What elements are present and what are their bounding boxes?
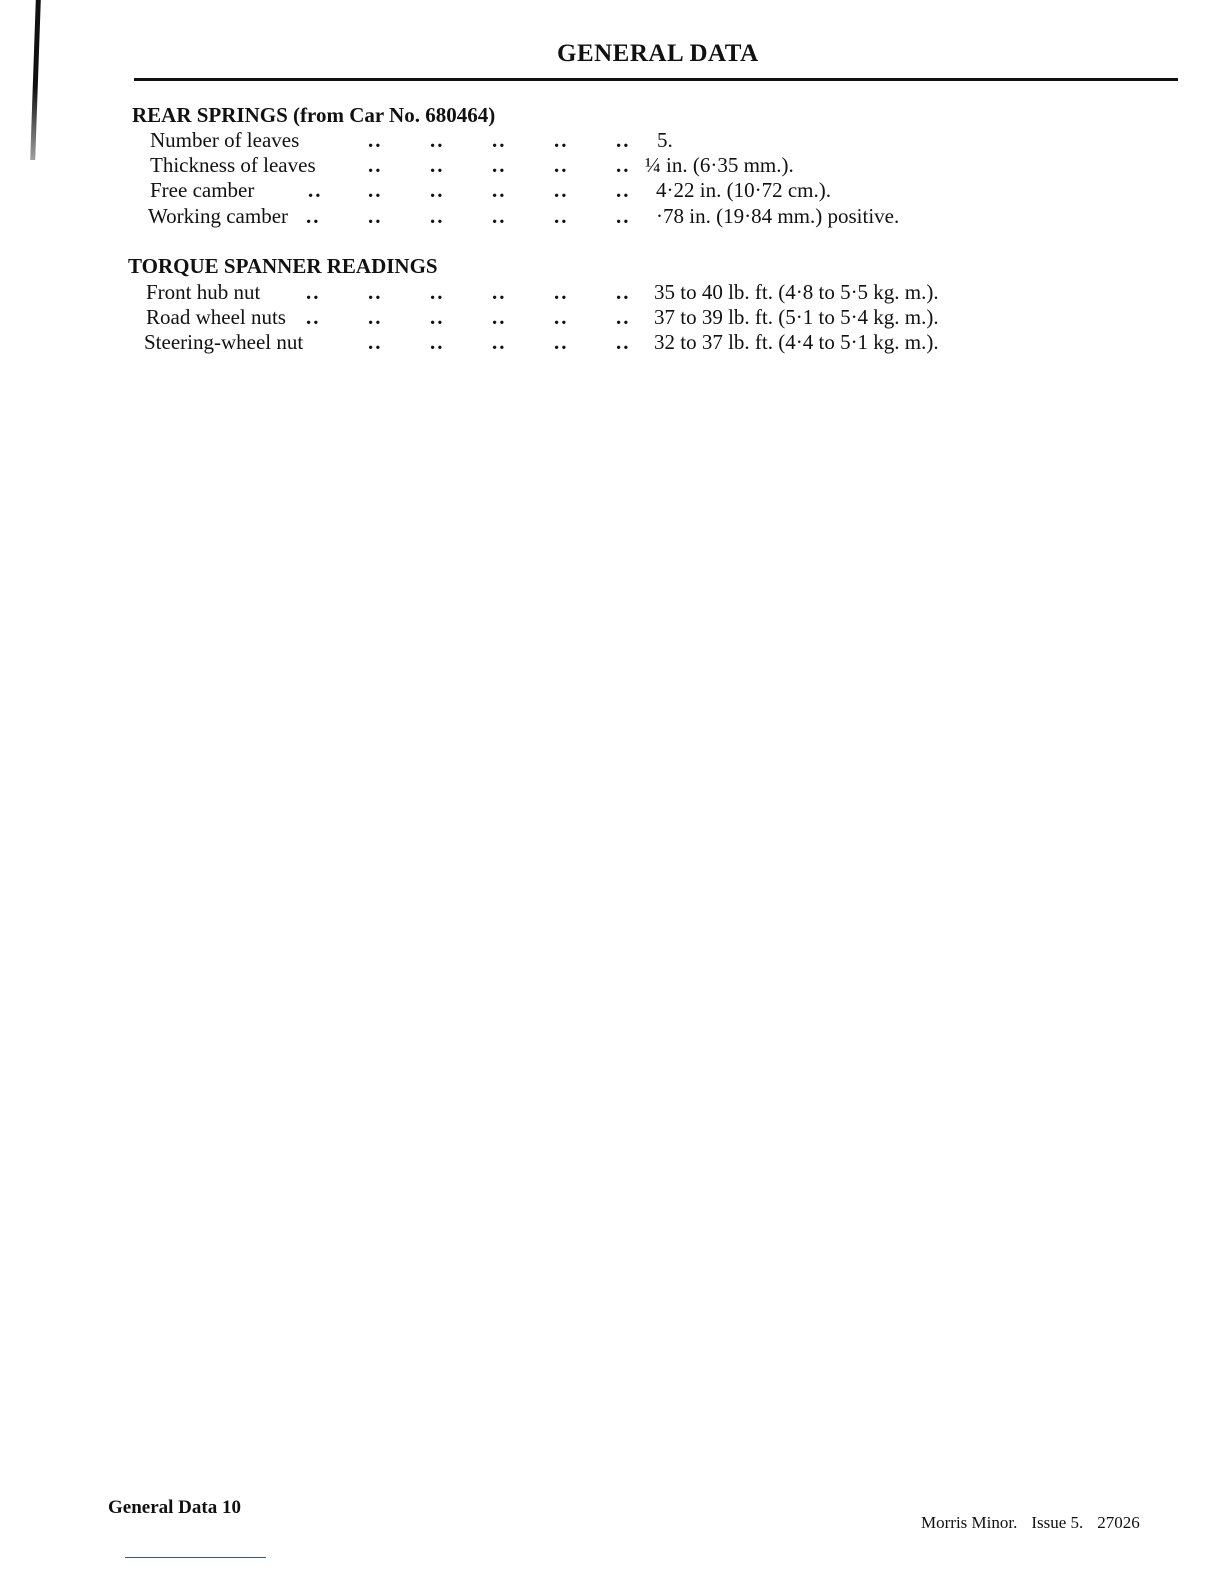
spec-label: Working camber	[148, 204, 289, 228]
leader-dots: ..	[368, 280, 383, 304]
title-rule	[134, 78, 1178, 81]
leader-dots: ..	[616, 128, 631, 152]
leader-dots: ..	[430, 153, 445, 177]
leader-dots: ..	[492, 204, 507, 228]
leader-dots: ..	[492, 280, 507, 304]
leader-dots: ..	[554, 204, 569, 228]
spec-label: Steering-wheel nut	[144, 330, 304, 354]
page-title: GENERAL DATA	[557, 40, 759, 67]
leader-dots: ..	[492, 330, 507, 354]
spec-value: 32 to 37 lb. ft. (4·4 to 5·1 kg. m.).	[654, 330, 939, 354]
leader-dots: ..	[430, 280, 445, 304]
leader-dots: ..	[430, 178, 445, 202]
leader-dots: ..	[306, 280, 321, 304]
footer-publication-info	[921, 1513, 1140, 1533]
section-heading-torque-spanner-readings: TORQUE SPANNER READINGS	[128, 254, 438, 278]
section-heading-rear-springs: REAR SPRINGS (from Car No. 680464)	[132, 103, 496, 127]
leader-dots: ..	[554, 128, 569, 152]
leader-dots: ..	[368, 153, 383, 177]
leader-dots: ..	[554, 305, 569, 329]
footer-code: 27026	[1097, 1513, 1140, 1532]
leader-dots: ..	[492, 305, 507, 329]
leader-dots: ..	[368, 128, 383, 152]
spec-value: ·78 in. (19·84 mm.) positive.	[656, 204, 900, 228]
spec-label: Front hub nut	[146, 280, 261, 304]
leader-dots: ..	[306, 305, 321, 329]
leader-dots: ..	[492, 153, 507, 177]
footer-page-label: General Data 10	[108, 1497, 241, 1518]
leader-dots: ..	[430, 204, 445, 228]
leader-dots: ..	[616, 280, 631, 304]
leader-dots: ..	[430, 305, 445, 329]
spec-value: 4·22 in. (10·72 cm.).	[656, 178, 831, 202]
leader-dots: ..	[368, 178, 383, 202]
leader-dots: ..	[492, 128, 507, 152]
leader-dots: ..	[616, 305, 631, 329]
leader-dots: ..	[430, 330, 445, 354]
leader-dots: ..	[554, 178, 569, 202]
leader-dots: ..	[554, 280, 569, 304]
spec-label: Thickness of leaves	[150, 153, 316, 177]
spec-label: Number of leaves	[150, 128, 300, 152]
binding-edge-mark	[30, 0, 41, 160]
leader-dots: ..	[308, 178, 323, 202]
spec-label: Free camber	[150, 178, 255, 202]
leader-dots: ..	[368, 305, 383, 329]
spec-value: 35 to 40 lb. ft. (4·8 to 5·5 kg. m.).	[654, 280, 939, 304]
spec-label: Road wheel nuts	[146, 305, 286, 329]
footer-model: Morris Minor.	[921, 1513, 1018, 1532]
footer-issue: Issue 5.	[1031, 1513, 1084, 1532]
leader-dots: ..	[306, 204, 321, 228]
leader-dots: ..	[616, 178, 631, 202]
leader-dots: ..	[616, 204, 631, 228]
leader-dots: ..	[368, 204, 383, 228]
spec-value: 5.	[657, 128, 673, 152]
leader-dots: ..	[368, 330, 383, 354]
leader-dots: ..	[430, 128, 445, 152]
leader-dots: ..	[616, 330, 631, 354]
leader-dots: ..	[616, 153, 631, 177]
bottom-rule	[125, 1557, 266, 1558]
leader-dots: ..	[554, 153, 569, 177]
leader-dots: ..	[554, 330, 569, 354]
leader-dots: ..	[492, 178, 507, 202]
spec-value: ¼ in. (6·35 mm.).	[645, 153, 794, 177]
spec-value: 37 to 39 lb. ft. (5·1 to 5·4 kg. m.).	[654, 305, 939, 329]
